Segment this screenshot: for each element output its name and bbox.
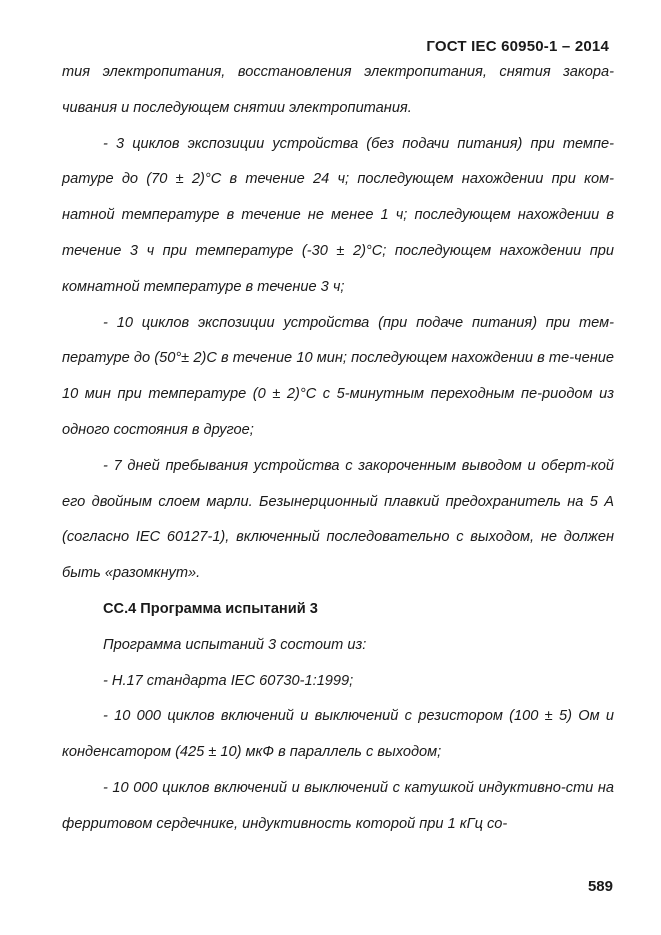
section-item-h17: - Н.17 стандарта IEC 60730-1:1999; xyxy=(103,672,354,689)
page-number: 589 xyxy=(587,878,613,895)
list-item-10-cycles: - 10 циклов экспозиции устройства (при подаче питания) при тем-пературе до (50°± 2)С в течение 10 мин; последующем нахождении в те-чение 10 мин при температуре (0 ± 2)°С с 5-минутным переходным пе-риодом из одного состояния в другое; xyxy=(62,314,614,438)
document-header: ГОСТ IEC 60950-1 – 2014 xyxy=(426,38,609,55)
list-item-3-cycles: - 3 циклов экспозиции устройства (без подачи питания) при темпе-ратуре до (70 ± 2)°С в течение 24 ч; последующем нахождении при ком-натной температуре в течение не менее 1 ч; последующем нахождении в течение 3 ч при температуре (-30 ± 2)°С; последующем нахождении при комнатной температуре в течение 3 ч; xyxy=(62,135,614,295)
section-intro: Программа испытаний 3 состоит из: xyxy=(103,636,367,653)
section-item-resistor: - 10 000 циклов включений и выключений с резистором (100 ± 5) Ом и конденсатором (425 ± 10) мкФ в параллель с выходом; xyxy=(62,708,614,761)
paragraph-continuation: тия электропитания, восстановления электропитания, снятия закора-чивания и последующем снятии электропитания. xyxy=(62,64,614,116)
section-item-inductor: - 10 000 циклов включений и выключений с катушкой индуктивно-сти на ферритовом сердечнике, индуктивность которой при 1 кГц со- xyxy=(62,779,614,832)
section-heading: СС.4 Программа испытаний 3 xyxy=(103,600,318,617)
list-item-7-days: - 7 дней пребывания устройства с закороченным выводом и оберт-кой его двойным слоем марли. Безынерционный плавкий предохранитель на 5 А (согласно IEC 60127-1), включенный последовательно с выходом, не должен быть «разомкнут». xyxy=(62,457,614,582)
page-body xyxy=(62,55,614,843)
